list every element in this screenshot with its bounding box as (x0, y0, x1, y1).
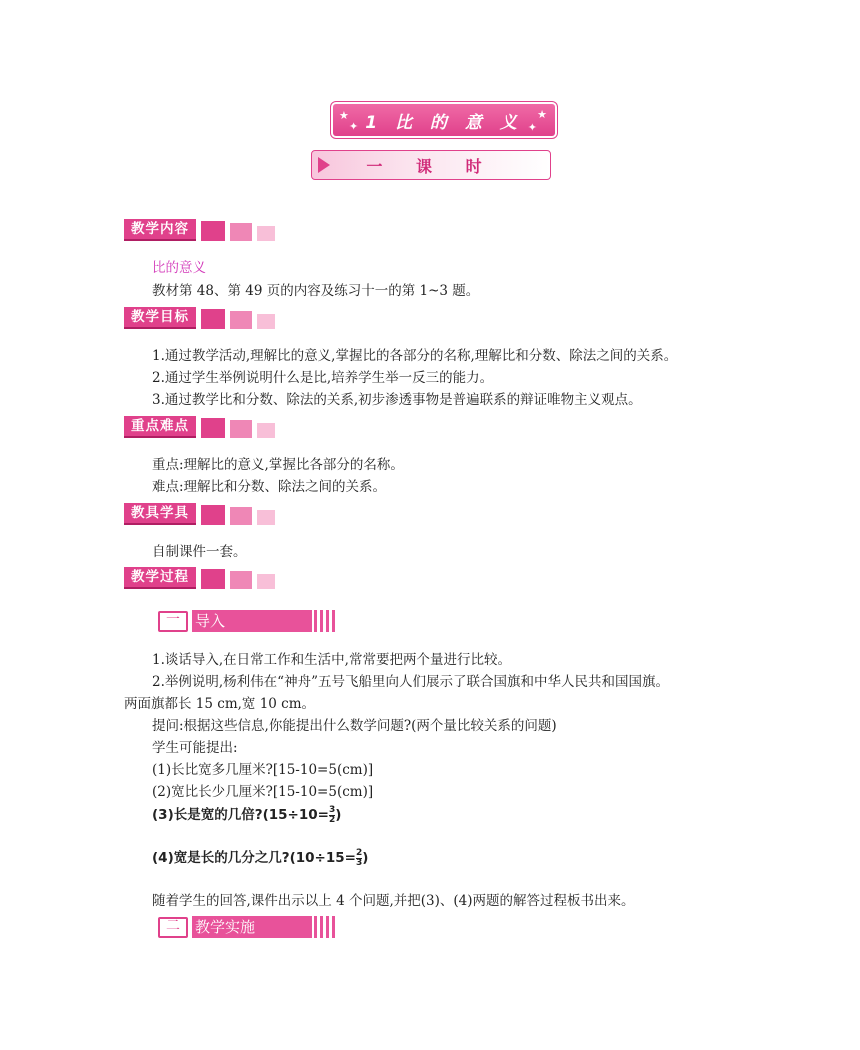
fraction-denominator: 2 (328, 814, 336, 825)
square-icon (257, 314, 275, 329)
lesson-title-banner (333, 104, 555, 136)
square-icon (257, 226, 275, 241)
step-header-intro (158, 610, 338, 632)
section-label: 重点难点 (124, 416, 196, 438)
step-number: 二 (158, 917, 188, 938)
square-icon (230, 311, 252, 329)
question-item: (1)长比宽多几厘米?[15-10=5(cm)] (152, 762, 374, 778)
formula-end: ) (362, 850, 369, 866)
intro-paragraph: 1.谈话导入,在日常工作和生活中,常常要把两个量进行比较。 (152, 652, 511, 668)
star-icon: ✦ (527, 121, 537, 134)
question-prompt: 提问:根据这些信息,你能提出什么数学问题?(两个量比较关系的问题) (152, 718, 557, 734)
square-icon (257, 423, 275, 438)
square-icon (230, 571, 252, 589)
section-header-process (124, 567, 275, 589)
question-item-formula (152, 846, 368, 868)
lesson-period: 一 课 时 (366, 156, 496, 176)
square-icon (230, 223, 252, 241)
tools-text: 自制课件一套。 (152, 544, 247, 560)
square-icon (257, 510, 275, 525)
formula-text: (3)长是宽的几倍?(15÷10= (152, 807, 329, 823)
triangle-icon (318, 157, 330, 173)
section-label: 教学目标 (124, 307, 196, 329)
question-item-formula (152, 803, 341, 825)
stripes-decoration (314, 916, 338, 938)
section-header-goals (124, 307, 275, 329)
square-icon (201, 569, 225, 589)
square-icon (201, 221, 225, 241)
formula-end: ) (335, 807, 342, 823)
section-header-key (124, 416, 275, 438)
lesson-period-banner (311, 150, 551, 180)
step-title: 教学实施 (192, 916, 312, 938)
question-item: (2)宽比长少几厘米?[15-10=5(cm)] (152, 784, 374, 800)
key-item: 重点:理解比的意义,掌握比各部分的名称。 (152, 457, 404, 473)
key-item: 难点:理解比和分数、除法之间的关系。 (152, 479, 387, 495)
section-label: 教具学具 (124, 503, 196, 525)
section-header-content (124, 219, 275, 241)
fraction-denominator: 3 (355, 857, 363, 868)
star-icon: ✦ (349, 120, 359, 133)
square-icon (201, 309, 225, 329)
intro-paragraph: 两面旗都长 15 cm,宽 10 cm。 (124, 696, 316, 712)
square-icon (201, 418, 225, 438)
square-icon (257, 574, 275, 589)
stripes-decoration (314, 610, 338, 632)
step-title: 导入 (192, 610, 312, 632)
goal-item: 1.通过教学活动,理解比的意义,掌握比的各部分的名称,理解比和分数、除法之间的关系。 (152, 348, 678, 364)
section-header-tools (124, 503, 275, 525)
square-icon (201, 505, 225, 525)
student-may-text: 学生可能提出: (152, 740, 238, 756)
goal-item: 2.通过学生举例说明什么是比,培养学生举一反三的能力。 (152, 370, 494, 386)
step-header-implementation (158, 916, 338, 938)
content-text: 教材第 48、第 49 页的内容及练习十一的第 1~3 题。 (152, 283, 480, 299)
formula-text: (4)宽是长的几分之几?(10÷15= (152, 850, 356, 866)
fraction-numerator: 3 (328, 804, 336, 815)
lesson-title: 1 比 的 意 义 (365, 112, 523, 133)
topic-text: 比的意义 (152, 260, 206, 276)
step-number: 一 (158, 611, 188, 632)
fraction-numerator: 2 (355, 847, 363, 858)
section-label: 教学过程 (124, 567, 196, 589)
goal-item: 3.通过教学比和分数、除法的关系,初步渗透事物是普遍联系的辩证唯物主义观点。 (152, 392, 642, 408)
square-icon (230, 420, 252, 438)
intro-paragraph: 2.举例说明,杨利伟在“神舟”五号飞船里向人们展示了联合国旗和中华人民共和国国旗。 (152, 674, 669, 690)
after-paragraph: 随着学生的回答,课件出示以上 4 个问题,并把(3)、(4)两题的解答过程板书出来。 (152, 893, 635, 909)
section-label: 教学内容 (124, 219, 196, 241)
star-icon: ★ (537, 108, 547, 121)
star-icon: ★ (339, 109, 349, 122)
square-icon (230, 507, 252, 525)
